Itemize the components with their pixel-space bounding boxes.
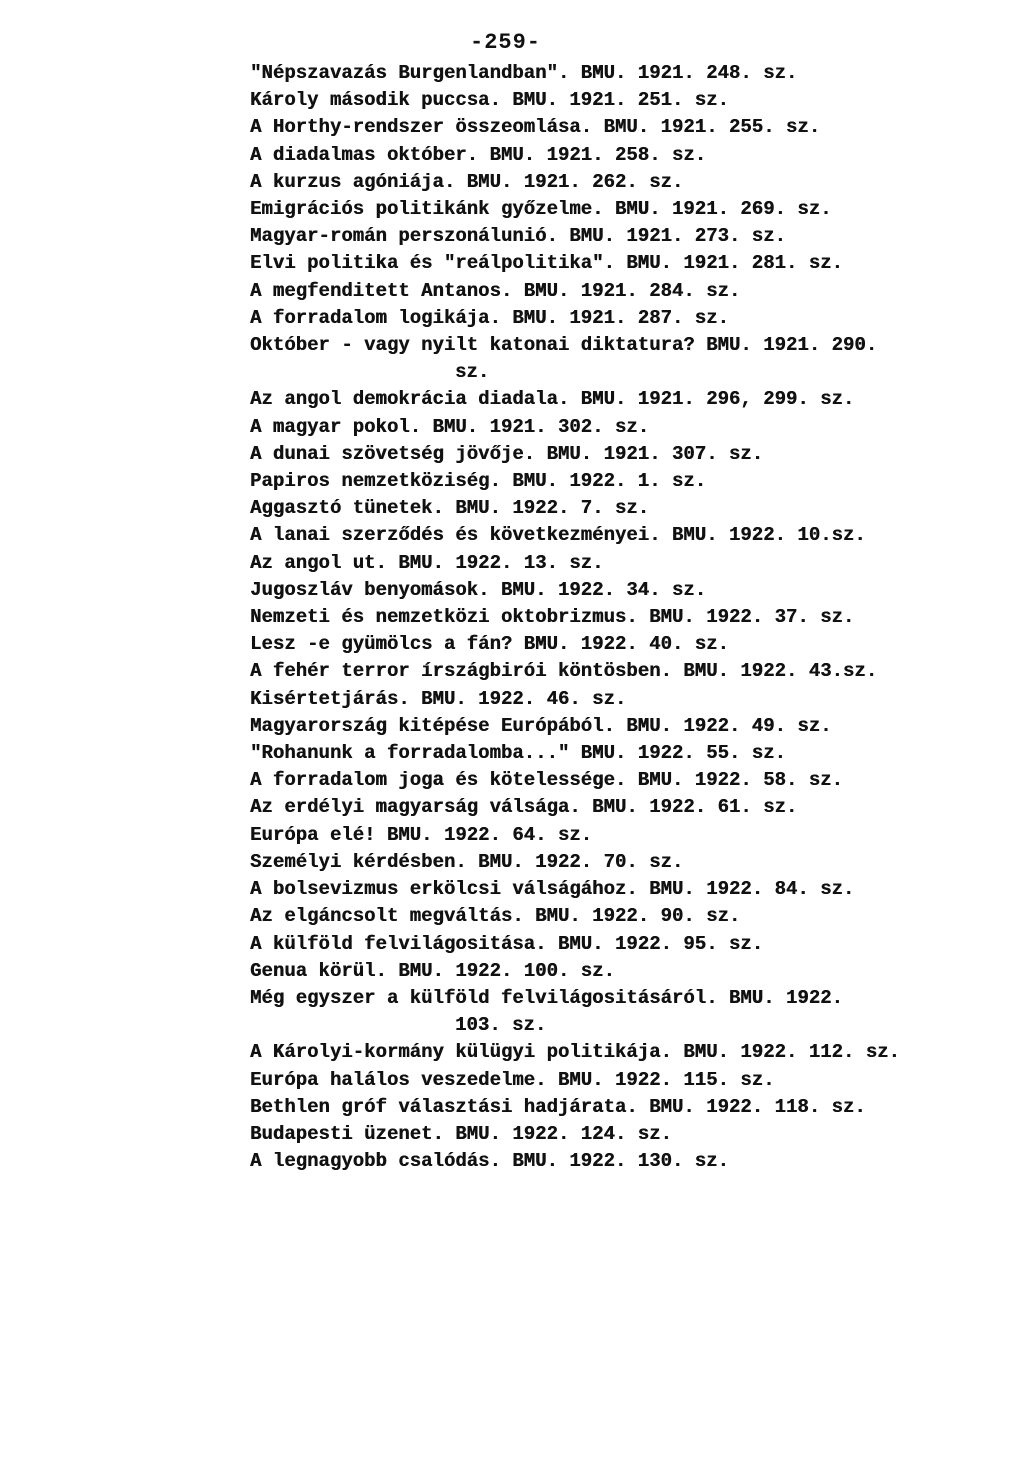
bibliography-entry: A külföld felvilágositása. BMU. 1922. 95. sz. xyxy=(250,932,764,955)
bibliography-entry: A diadalmas október. BMU. 1921. 258. sz. xyxy=(250,143,707,166)
bibliography-entry: Magyar-román perszonálunió. BMU. 1921. 273. sz. xyxy=(250,225,786,248)
bibliography-entry: Európa elé! BMU. 1922. 64. sz. xyxy=(250,823,593,846)
bibliography-entry: Az angol ut. BMU. 1922. 13. sz. xyxy=(250,551,604,574)
bibliography-entry: Az erdélyi magyarság válsága. BMU. 1922. 61. sz. xyxy=(250,796,798,819)
bibliography-entry-continuation: sz. xyxy=(455,361,490,384)
bibliography-entry: Károly második puccsa. BMU. 1921. 251. sz. xyxy=(250,89,729,112)
bibliography-entry: Személyi kérdésben. BMU. 1922. 70. sz. xyxy=(250,850,684,873)
bibliography-entry: Emigrációs politikánk győzelme. BMU. 1921. 269. sz. xyxy=(250,198,832,221)
bibliography-entry: A fehér terror írszágbirói köntösben. BMU. 1922. 43.sz. xyxy=(250,660,878,683)
bibliography-entry: A dunai szövetség jövője. BMU. 1921. 307. sz. xyxy=(250,442,764,465)
bibliography-entry: Aggasztó tünetek. BMU. 1922. 7. sz. xyxy=(250,497,650,520)
bibliography-entry: A bolsevizmus erkölcsi válságához. BMU. 1922. 84. sz. xyxy=(250,878,855,901)
bibliography-entry: Október - vagy nyilt katonai diktatura? BMU. 1921. 290. xyxy=(250,334,878,357)
bibliography-entry: Magyarország kitépése Európából. BMU. 1922. 49. sz. xyxy=(250,714,832,737)
bibliography-entry: A megfenditett Antanos. BMU. 1921. 284. sz. xyxy=(250,279,741,302)
bibliography-entry: Kisértetjárás. BMU. 1922. 46. sz. xyxy=(250,687,627,710)
bibliography-entry: Az elgáncsolt megváltás. BMU. 1922. 90. sz. xyxy=(250,905,741,928)
bibliography-entry: A legnagyobb csalódás. BMU. 1922. 130. sz. xyxy=(250,1150,729,1173)
bibliography-entry: "Népszavazás Burgenlandban". BMU. 1921. 248. sz. xyxy=(250,62,798,84)
bibliography-entry: A forradalom logikája. BMU. 1921. 287. sz. xyxy=(250,306,729,329)
bibliography-entry: A forradalom joga és kötelessége. BMU. 1922. 58. sz. xyxy=(250,769,843,792)
bibliography-entry: Elvi politika és "reálpolitika". BMU. 1921. 281. sz. xyxy=(250,252,843,275)
bibliography-entry: A magyar pokol. BMU. 1921. 302. sz. xyxy=(250,415,650,438)
bibliography-entry: Lesz -e gyümölcs a fán? BMU. 1922. 40. sz. xyxy=(250,633,729,656)
bibliography-entry: A kurzus agóniája. BMU. 1921. 262. sz. xyxy=(250,170,684,193)
page-number: -259- xyxy=(470,30,542,55)
bibliography-entry: Európa halálos veszedelme. BMU. 1922. 115. sz. xyxy=(250,1068,775,1091)
bibliography-entry: Bethlen gróf választási hadjárata. BMU. 1922. 118. sz. xyxy=(250,1095,866,1118)
bibliography-entry: A Károlyi-kormány külügyi politikája. BMU. 1922. 112. sz. xyxy=(250,1041,900,1064)
bibliography-entry: Papiros nemzetköziség. BMU. 1922. 1. sz. xyxy=(250,470,707,493)
bibliography-entry: Budapesti üzenet. BMU. 1922. 124. sz. xyxy=(250,1122,672,1145)
bibliography-entry: Jugoszláv benyomások. BMU. 1922. 34. sz. xyxy=(250,578,707,601)
bibliography-list xyxy=(250,60,980,1175)
bibliography-entry: "Rohanunk a forradalomba..." BMU. 1922. 55. sz. xyxy=(250,742,786,765)
bibliography-entry: Nemzeti és nemzetközi oktobrizmus. BMU. 1922. 37. sz. xyxy=(250,606,855,629)
bibliography-entry-continuation: 103. sz. xyxy=(455,1014,547,1037)
bibliography-entry: A Horthy-rendszer összeomlása. BMU. 1921. 255. sz. xyxy=(250,116,821,139)
bibliography-entry: Genua körül. BMU. 1922. 100. sz. xyxy=(250,959,615,982)
bibliography-entry: Még egyszer a külföld felvilágositásáról. BMU. 1922. xyxy=(250,986,843,1009)
bibliography-entry: Az angol demokrácia diadala. BMU. 1921. 296, 299. sz. xyxy=(250,388,855,411)
bibliography-entry: A lanai szerződés és következményei. BMU. 1922. 10.sz. xyxy=(250,524,866,547)
